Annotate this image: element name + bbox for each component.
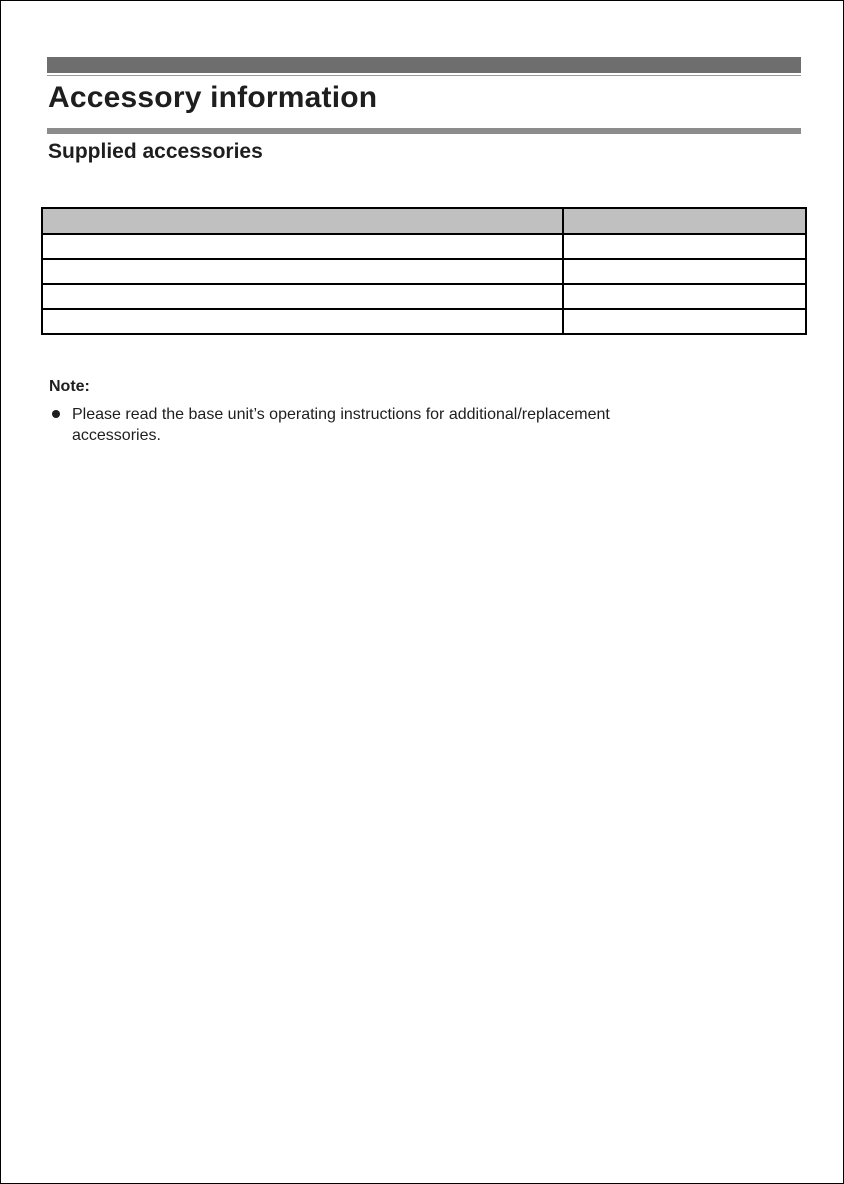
table-cell <box>42 284 563 309</box>
header-bar-underline <box>47 75 801 76</box>
table-cell <box>563 259 806 284</box>
table-header-quantity <box>563 208 806 234</box>
table-row <box>42 234 806 259</box>
accessory-table <box>41 207 807 335</box>
table-cell <box>563 284 806 309</box>
table-cell <box>563 309 806 334</box>
table-cell <box>42 309 563 334</box>
note-list-item <box>52 404 752 446</box>
note-text: Please read the base unit’s operating instructions for additional/replacement accessories. <box>72 406 610 444</box>
bullet-icon <box>52 410 60 418</box>
title-rule <box>47 128 801 134</box>
table-cell <box>42 234 563 259</box>
note-label: Note: <box>49 378 90 395</box>
table-header-accessory <box>42 208 563 234</box>
section-heading: Supplied accessories <box>48 140 263 163</box>
table-header-row <box>42 208 806 234</box>
table-row <box>42 309 806 334</box>
table-row <box>42 259 806 284</box>
page-title: Accessory information <box>48 81 378 114</box>
table-cell <box>563 234 806 259</box>
table-row <box>42 284 806 309</box>
table-cell <box>42 259 563 284</box>
header-bar <box>47 57 801 73</box>
